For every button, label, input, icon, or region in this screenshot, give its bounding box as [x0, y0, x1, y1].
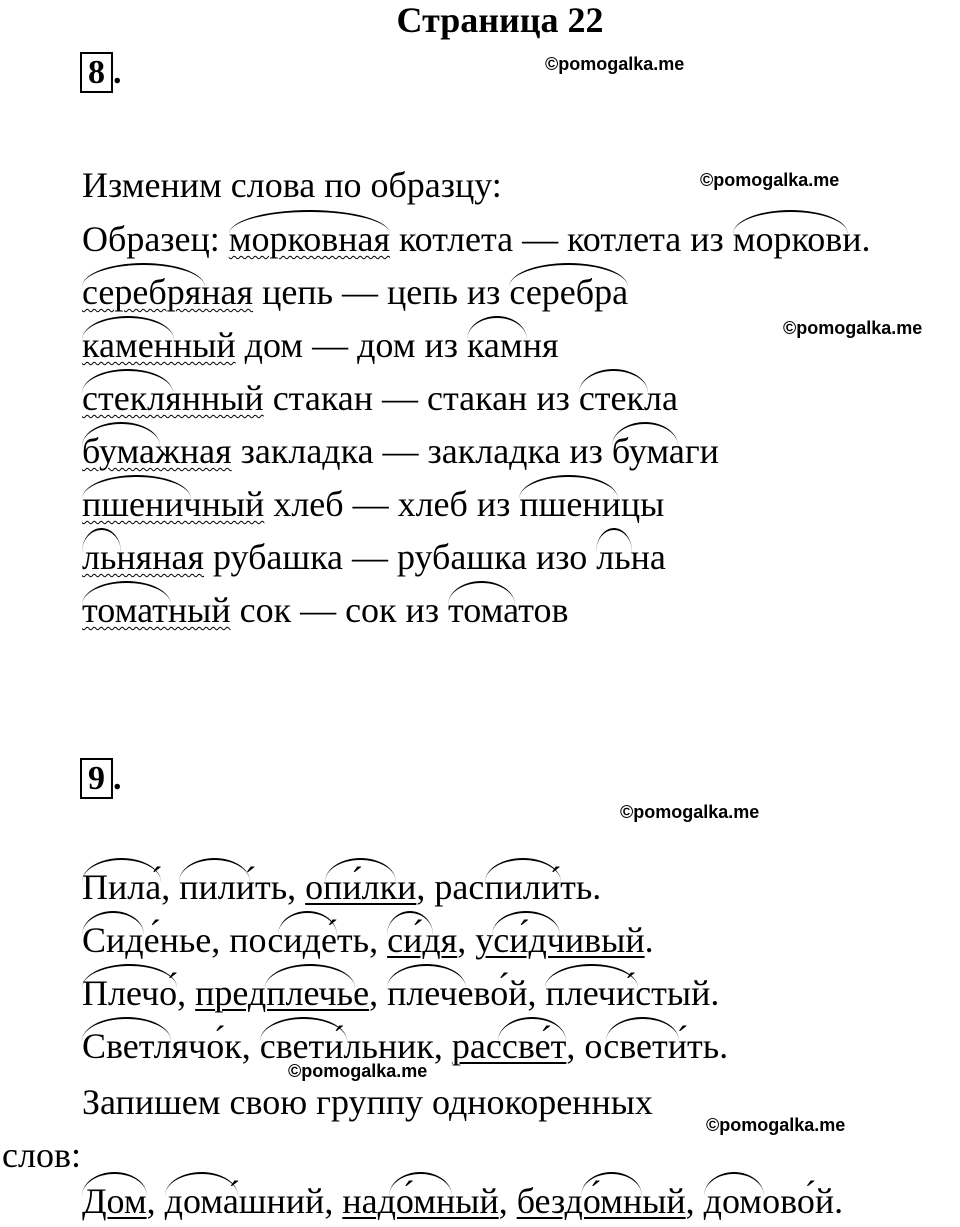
task-8-number	[80, 54, 122, 92]
watermark: ©pomogalka.me	[700, 170, 840, 190]
phrase-middle: сок — сок из	[230, 590, 449, 630]
sample-word: морковная	[229, 218, 390, 260]
adjective: каменный	[82, 324, 236, 366]
word: Пила́	[82, 866, 161, 908]
punctuation: .	[644, 920, 654, 960]
task-8-intro: Изменим слова по образцу:	[82, 165, 502, 205]
punctuation: ,	[161, 867, 180, 907]
task-8-row	[82, 324, 559, 366]
adjective: льняная	[82, 536, 204, 578]
task-8-sample	[82, 218, 870, 260]
punctuation: .	[834, 1181, 844, 1221]
word: посиде́ть	[229, 919, 369, 961]
word: рассве́т	[452, 1025, 566, 1067]
word: распили́ть	[434, 866, 592, 908]
adjective: серебряная	[82, 271, 253, 313]
watermark: ©pomogalka.me	[288, 1061, 428, 1081]
noun: пшеницы	[519, 483, 664, 525]
task-9-line	[82, 972, 719, 1014]
phrase-middle: закладка — закладка из	[231, 431, 612, 471]
watermark: ©pomogalka.me	[783, 318, 923, 338]
task-8-row	[82, 589, 568, 631]
punctuation: .	[592, 867, 602, 907]
noun: бумаги	[612, 430, 719, 472]
watermark: ©pomogalka.me	[545, 54, 685, 74]
punctuation: ,	[324, 1181, 343, 1221]
task-9-answer-line	[82, 1180, 843, 1222]
word: Плечо́	[82, 972, 177, 1014]
punctuation: ,	[369, 973, 388, 1013]
phrase-middle: стакан — стакан из	[263, 378, 579, 418]
word: си́дя	[387, 919, 457, 961]
phrase-middle: рубашка — рубашка изо	[204, 537, 597, 577]
word: освети́ть	[584, 1025, 719, 1067]
adjective: пшеничный	[82, 483, 264, 525]
watermark: ©pomogalka.me	[706, 1115, 846, 1135]
noun: томатов	[448, 589, 568, 631]
punctuation: ,	[241, 1026, 260, 1066]
watermark: ©pomogalka.me	[620, 802, 760, 822]
punctuation: ,	[416, 867, 435, 907]
adjective: стеклянный	[82, 377, 264, 419]
word: предплечье	[195, 972, 369, 1014]
word: надо́мный	[342, 1180, 498, 1222]
word: Светлячо́к	[82, 1025, 242, 1067]
punctuation: ,	[498, 1181, 517, 1221]
punctuation: .	[719, 1026, 729, 1066]
punctuation: ,	[369, 920, 388, 960]
task-9-instruction-cont: слов:	[2, 1135, 81, 1175]
noun: серебра	[509, 271, 628, 313]
phrase-middle: хлеб — хлеб из	[264, 484, 520, 524]
noun: стекла	[579, 377, 678, 419]
task-8-row	[82, 536, 666, 578]
sample-label: Образец:	[82, 219, 220, 259]
word: уси́дчивый	[475, 919, 644, 961]
page-title: Страница 22	[396, 0, 604, 40]
task-number-box: 9	[80, 758, 113, 799]
task-8-row	[82, 271, 628, 313]
punctuation: ,	[685, 1181, 704, 1221]
task-8-row	[82, 430, 719, 472]
punctuation: ,	[177, 973, 196, 1013]
phrase-middle: цепь — цепь из	[253, 272, 510, 312]
task-number-dot: .	[113, 54, 122, 91]
task-number-box: 8	[80, 52, 113, 93]
punctuation: ,	[527, 973, 546, 1013]
punctuation: ,	[146, 1181, 165, 1221]
word: бездо́мный	[517, 1180, 686, 1222]
word: Сиде́нье	[82, 919, 211, 961]
word: свети́льник	[260, 1025, 434, 1067]
task-9-instruction: Запишем свою группу однокоренных	[82, 1082, 653, 1122]
adjective: бумажная	[82, 430, 232, 472]
punctuation: .	[710, 973, 720, 1013]
punctuation: ,	[211, 920, 230, 960]
sample-word: моркови.	[733, 218, 871, 260]
word: домово́й	[704, 1180, 834, 1222]
task-8-row	[82, 377, 678, 419]
punctuation: ,	[287, 867, 306, 907]
task-9-line	[82, 919, 654, 961]
noun: камня	[467, 324, 559, 366]
task-number-dot: .	[113, 760, 122, 797]
task-9-line	[82, 866, 601, 908]
word: пили́ть	[179, 866, 287, 908]
punctuation: ,	[457, 920, 476, 960]
punctuation: ,	[566, 1026, 585, 1066]
adjective: томатный	[82, 589, 231, 631]
word: опи́лки	[305, 866, 416, 908]
task-8-row	[82, 483, 664, 525]
phrase-middle: дом — дом из	[235, 325, 467, 365]
noun: льна	[596, 536, 666, 578]
word: Дом	[82, 1180, 147, 1222]
word: плечи́стый	[545, 972, 710, 1014]
punctuation: ,	[433, 1026, 452, 1066]
word: дома́шний	[165, 1180, 325, 1222]
sample-middle: котлета — котлета из	[390, 219, 733, 259]
word: плечево́й	[387, 972, 527, 1014]
task-9-number	[80, 760, 122, 798]
